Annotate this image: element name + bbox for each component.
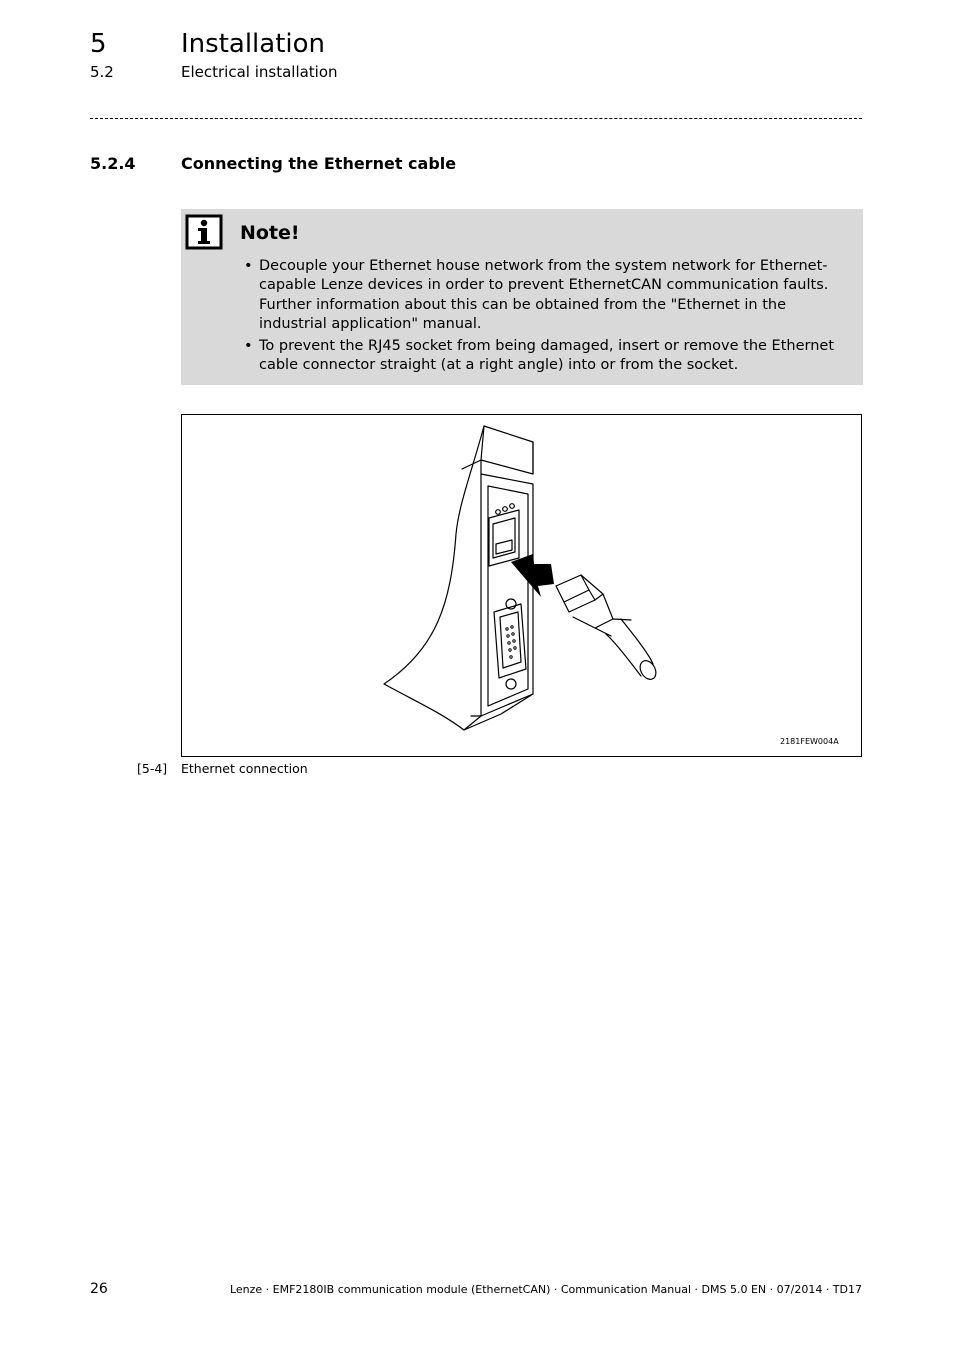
chapter-title: Installation	[181, 29, 326, 59]
chapter-number: 5	[90, 29, 107, 59]
figure-caption-number: [5-4]	[137, 761, 168, 776]
note-list	[244, 257, 850, 379]
header-divider	[90, 118, 862, 119]
footer-text: Lenze · EMF2180IB communication module (EthernetCAN) · Communication Manual · DMS 5.0 EN · 07/2014 · TD17	[229, 1283, 862, 1296]
subsection-number: 5.2	[90, 63, 114, 81]
figure-code: 2181FEW004A	[780, 737, 839, 746]
info-icon	[185, 214, 223, 250]
figure-caption-text: Ethernet connection	[181, 761, 308, 776]
section-number: 5.2.4	[90, 154, 136, 173]
ethernet-connection-illustration	[181, 414, 862, 757]
subsection-title: Electrical installation	[181, 63, 338, 81]
note-item: • Decouple your Ethernet house network from the system network for Ethernet-capable Lenze devices in order to prevent EthernetCAN communication faults. Further information about this can be obtained from the "Ethernet in the industrial application" manual.	[244, 257, 850, 334]
page-number: 26	[90, 1281, 108, 1297]
note-item: • To prevent the RJ45 socket from being damaged, insert or remove the Ethernet cable connector straight (at a right angle) into or from the socket.	[244, 337, 850, 376]
section-title: Connecting the Ethernet cable	[181, 154, 457, 173]
note-title: Note!	[240, 222, 300, 244]
